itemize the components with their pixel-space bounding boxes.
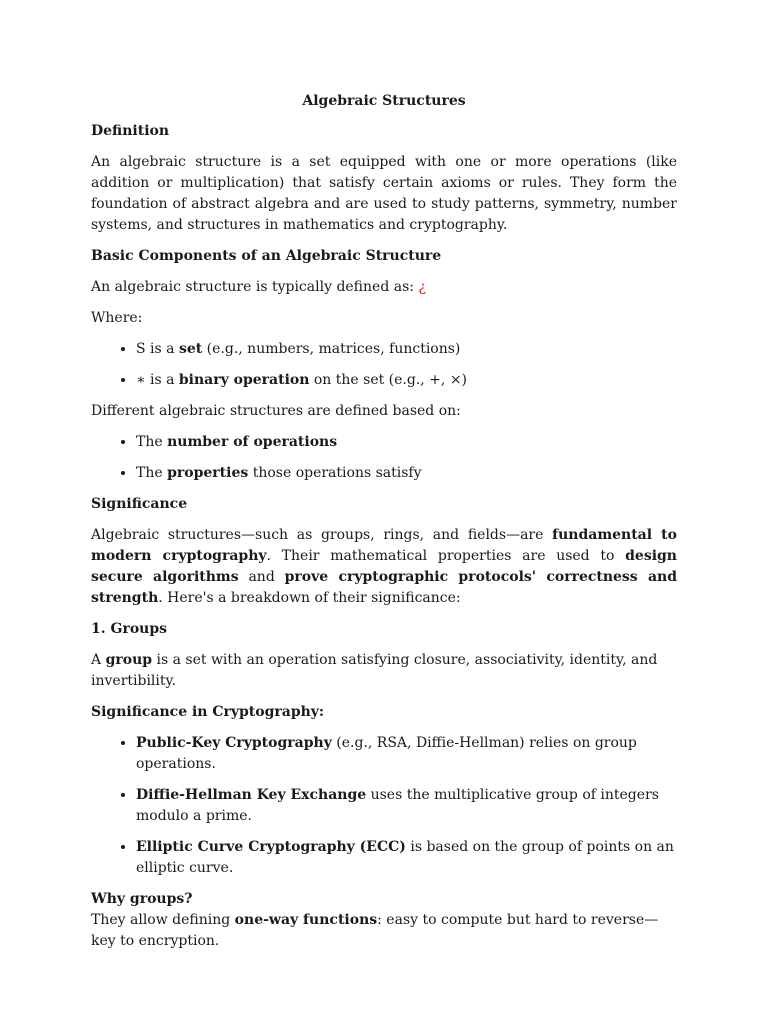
item-text: uses the multiplicative group of integers modulo a prime. bbox=[136, 787, 659, 824]
definition-paragraph: An algebraic structure is a set equipped with one or more operations (like addition or multiplication) that satisfy certain axioms or rules. They form the foundation of abstract algebra and are used to study patterns, symmetry, number systems, and structures in mathematics and cryptography. bbox=[91, 154, 677, 233]
para-text: . Their mathematical properties are used to bbox=[266, 548, 626, 564]
para-text: is a set with an operation satisfying closure, associativity, identity, and invertibility. bbox=[91, 652, 658, 689]
para-bold: fundamental to modern cryptography bbox=[91, 527, 677, 564]
para-bold: prove cryptographic protocols' correctness and strength bbox=[91, 569, 678, 606]
item-text: ∗ is a bbox=[136, 372, 179, 388]
groups-definition bbox=[91, 650, 677, 692]
list-item bbox=[136, 733, 677, 775]
para-bold: group bbox=[105, 652, 153, 668]
significance-paragraph bbox=[91, 525, 677, 609]
crypto-significance-heading: Significance in Cryptography: bbox=[91, 704, 325, 720]
components-intro-text: An algebraic structure is typically defined as: bbox=[91, 279, 419, 295]
components-list bbox=[91, 339, 677, 391]
item-text: on the set (e.g., +, ×) bbox=[309, 372, 468, 388]
based-on-text: Different algebraic structures are defined based on: bbox=[91, 403, 461, 419]
document-title: Algebraic Structures bbox=[302, 93, 466, 109]
components-intro bbox=[91, 277, 677, 298]
item-bold: Diffie-Hellman Key Exchange bbox=[136, 787, 367, 803]
list-item bbox=[136, 339, 677, 360]
components-heading: Basic Components of an Algebraic Structure bbox=[91, 248, 442, 264]
list-item bbox=[136, 837, 677, 879]
para-text: A bbox=[91, 652, 106, 668]
list-item bbox=[136, 785, 677, 827]
item-text: S is a bbox=[136, 341, 179, 357]
item-text: (e.g., numbers, matrices, functions) bbox=[202, 341, 461, 357]
item-text: The bbox=[136, 465, 168, 481]
item-text: The bbox=[136, 434, 168, 450]
item-text: is based on the group of points on an elliptic curve. bbox=[136, 839, 674, 876]
para-text: and bbox=[238, 569, 285, 585]
why-groups-heading: Why groups? bbox=[91, 891, 193, 907]
list-item bbox=[136, 463, 677, 484]
para-text: : easy to compute but hard to reverse—key to encryption. bbox=[91, 912, 659, 949]
para-text: They allow defining bbox=[91, 912, 235, 928]
item-bold: number of operations bbox=[167, 434, 338, 450]
list-item bbox=[136, 432, 677, 453]
item-bold: Elliptic Curve Cryptography (ECC) bbox=[136, 839, 406, 855]
item-bold: binary operation bbox=[178, 372, 310, 388]
list-item bbox=[136, 370, 677, 391]
para-text: . Here's a breakdown of their significance: bbox=[158, 590, 461, 606]
based-on-list bbox=[91, 432, 677, 484]
definition-heading: Definition bbox=[91, 123, 170, 139]
significance-heading: Significance bbox=[91, 496, 188, 512]
item-bold: Public-Key Cryptography bbox=[136, 735, 332, 751]
para-bold: one-way functions bbox=[234, 912, 378, 928]
item-bold: set bbox=[178, 341, 203, 357]
where-label: Where: bbox=[91, 310, 143, 326]
missing-formula-glyph: ¿ bbox=[418, 279, 426, 295]
item-text: (e.g., RSA, Diffie-Hellman) relies on group operations. bbox=[136, 735, 637, 772]
why-groups-text bbox=[91, 910, 677, 952]
crypto-list bbox=[91, 733, 677, 879]
groups-heading: 1. Groups bbox=[91, 621, 168, 637]
para-text: Algebraic structures—such as groups, rings, and fields—are bbox=[91, 527, 553, 543]
item-text: those operations satisfy bbox=[248, 465, 422, 481]
item-bold: properties bbox=[167, 465, 249, 481]
para-bold: design secure algorithms bbox=[91, 548, 677, 585]
